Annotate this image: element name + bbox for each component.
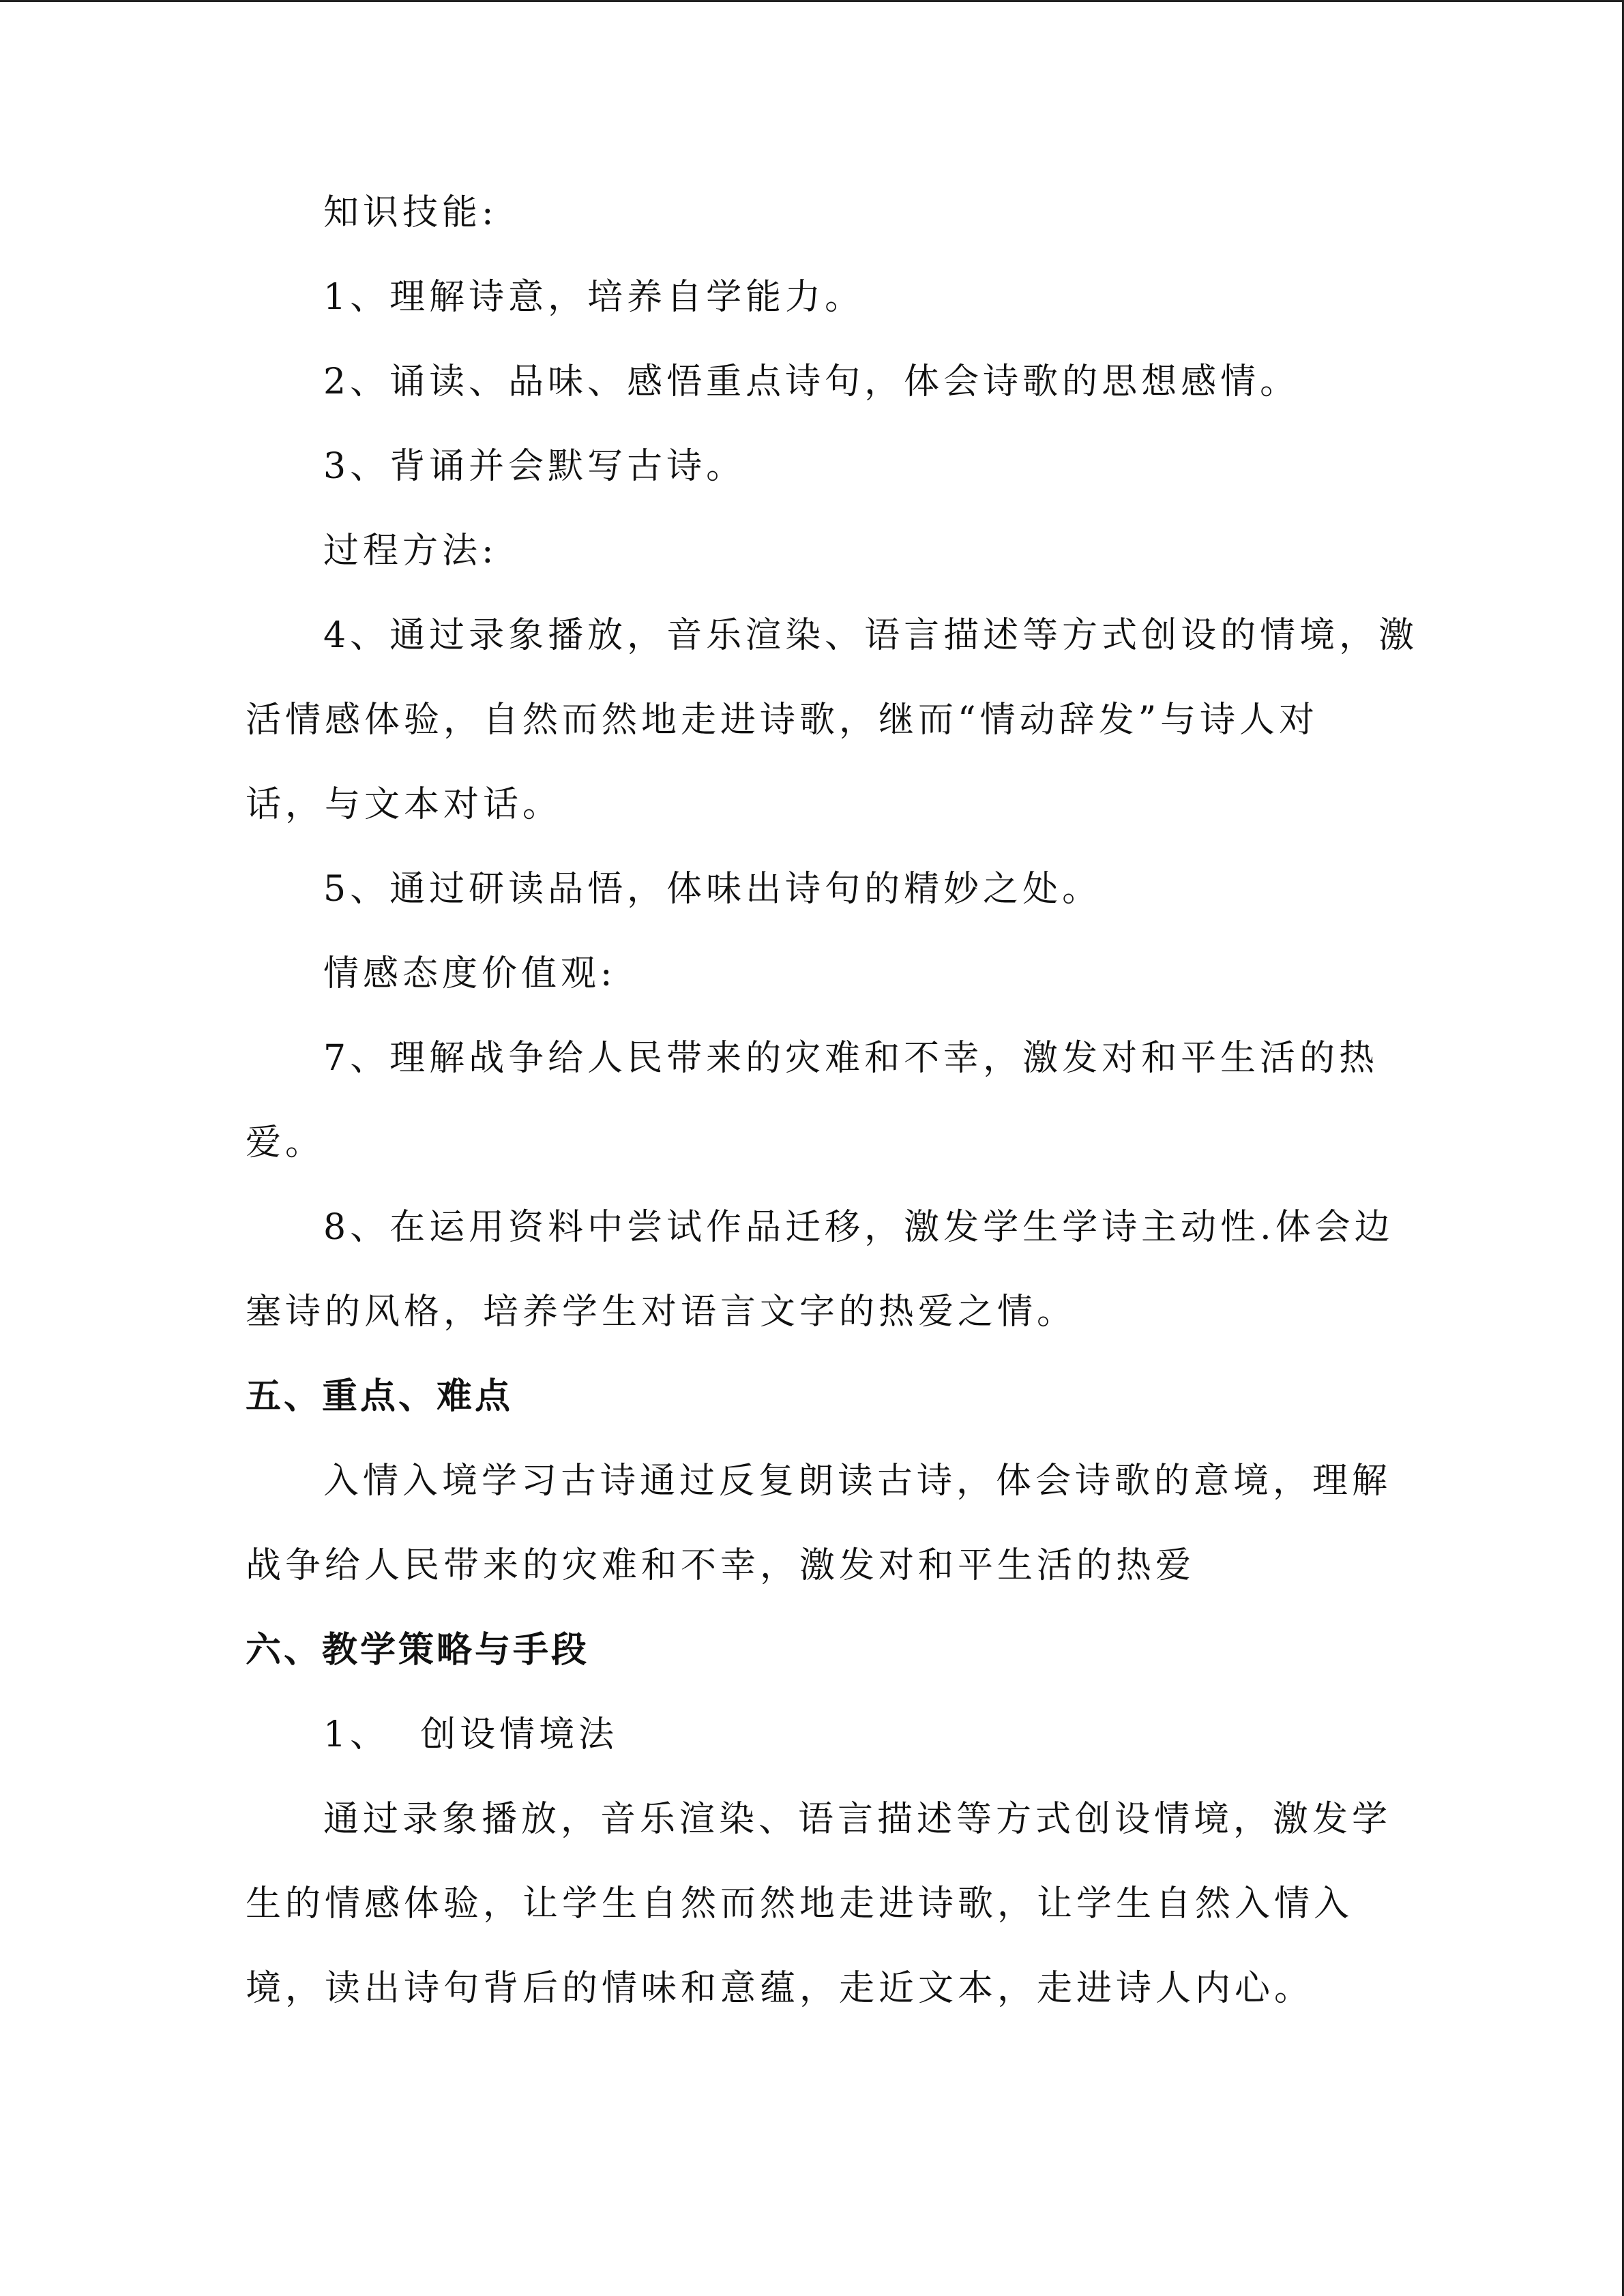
paragraph-line: 入情入境学习古诗通过反复朗读古诗，体会诗歌的意境，理解 [323, 1461, 1392, 1502]
paragraph-line: 5、通过研读品悟，体味出诗句的精妙之处。 [323, 869, 1102, 910]
subheading-knowledge-skills: 知识技能: [323, 192, 498, 233]
paragraph-line: 通过录象播放，音乐渲染、语言描述等方式创设情境，激发学 [323, 1799, 1392, 1840]
subheading-process-methods: 过程方法: [323, 531, 498, 571]
paragraph-line: 塞诗的风格，培养学生对语言文字的热爱之情。 [246, 1292, 1077, 1332]
document-body [246, 170, 1419, 2031]
section-heading-teaching-strategy: 六、教学策略与手段 [246, 1630, 590, 1671]
paragraph-line: 2、诵读、品味、感悟重点诗句，体会诗歌的思想感情。 [323, 361, 1300, 402]
paragraph-line: 境，读出诗句背后的情味和意蕴，走近文本，走进诗人内心。 [246, 1968, 1314, 2009]
section-heading-key-points: 五、重点、难点 [246, 1376, 514, 1417]
paragraph-line: 爱。 [246, 1122, 325, 1163]
paragraph-line: 1、理解诗意，培养自学能力。 [323, 277, 865, 318]
paragraph-line: 4、通过录象播放，音乐渲染、语言描述等方式创设的情境，激 [323, 615, 1419, 656]
list-item-scenario-method: 1、 创设情境法 [323, 1714, 619, 1755]
subheading-emotion-values: 情感态度价值观: [323, 953, 617, 994]
paragraph-line: 活情感体验，自然而然地走进诗歌，继而“情动辞发”与诗人对 [246, 700, 1319, 741]
paragraph-line: 战争给人民带来的灾难和不幸，激发对和平生活的热爱 [246, 1545, 1196, 1586]
paragraph-line: 3、背诵并会默写古诗。 [323, 446, 746, 487]
paragraph-line: 7、理解战争给人民带来的灾难和不幸，激发对和平生活的热 [323, 1038, 1379, 1079]
paragraph-line: 生的情感体验，让学生自然而然地走进诗歌，让学生自然入情入 [246, 1883, 1354, 1924]
paragraph-line: 8、在运用资料中尝试作品迁移，激发学生学诗主动性.体会边 [323, 1207, 1394, 1248]
paragraph-line: 话，与文本对话。 [246, 784, 563, 825]
